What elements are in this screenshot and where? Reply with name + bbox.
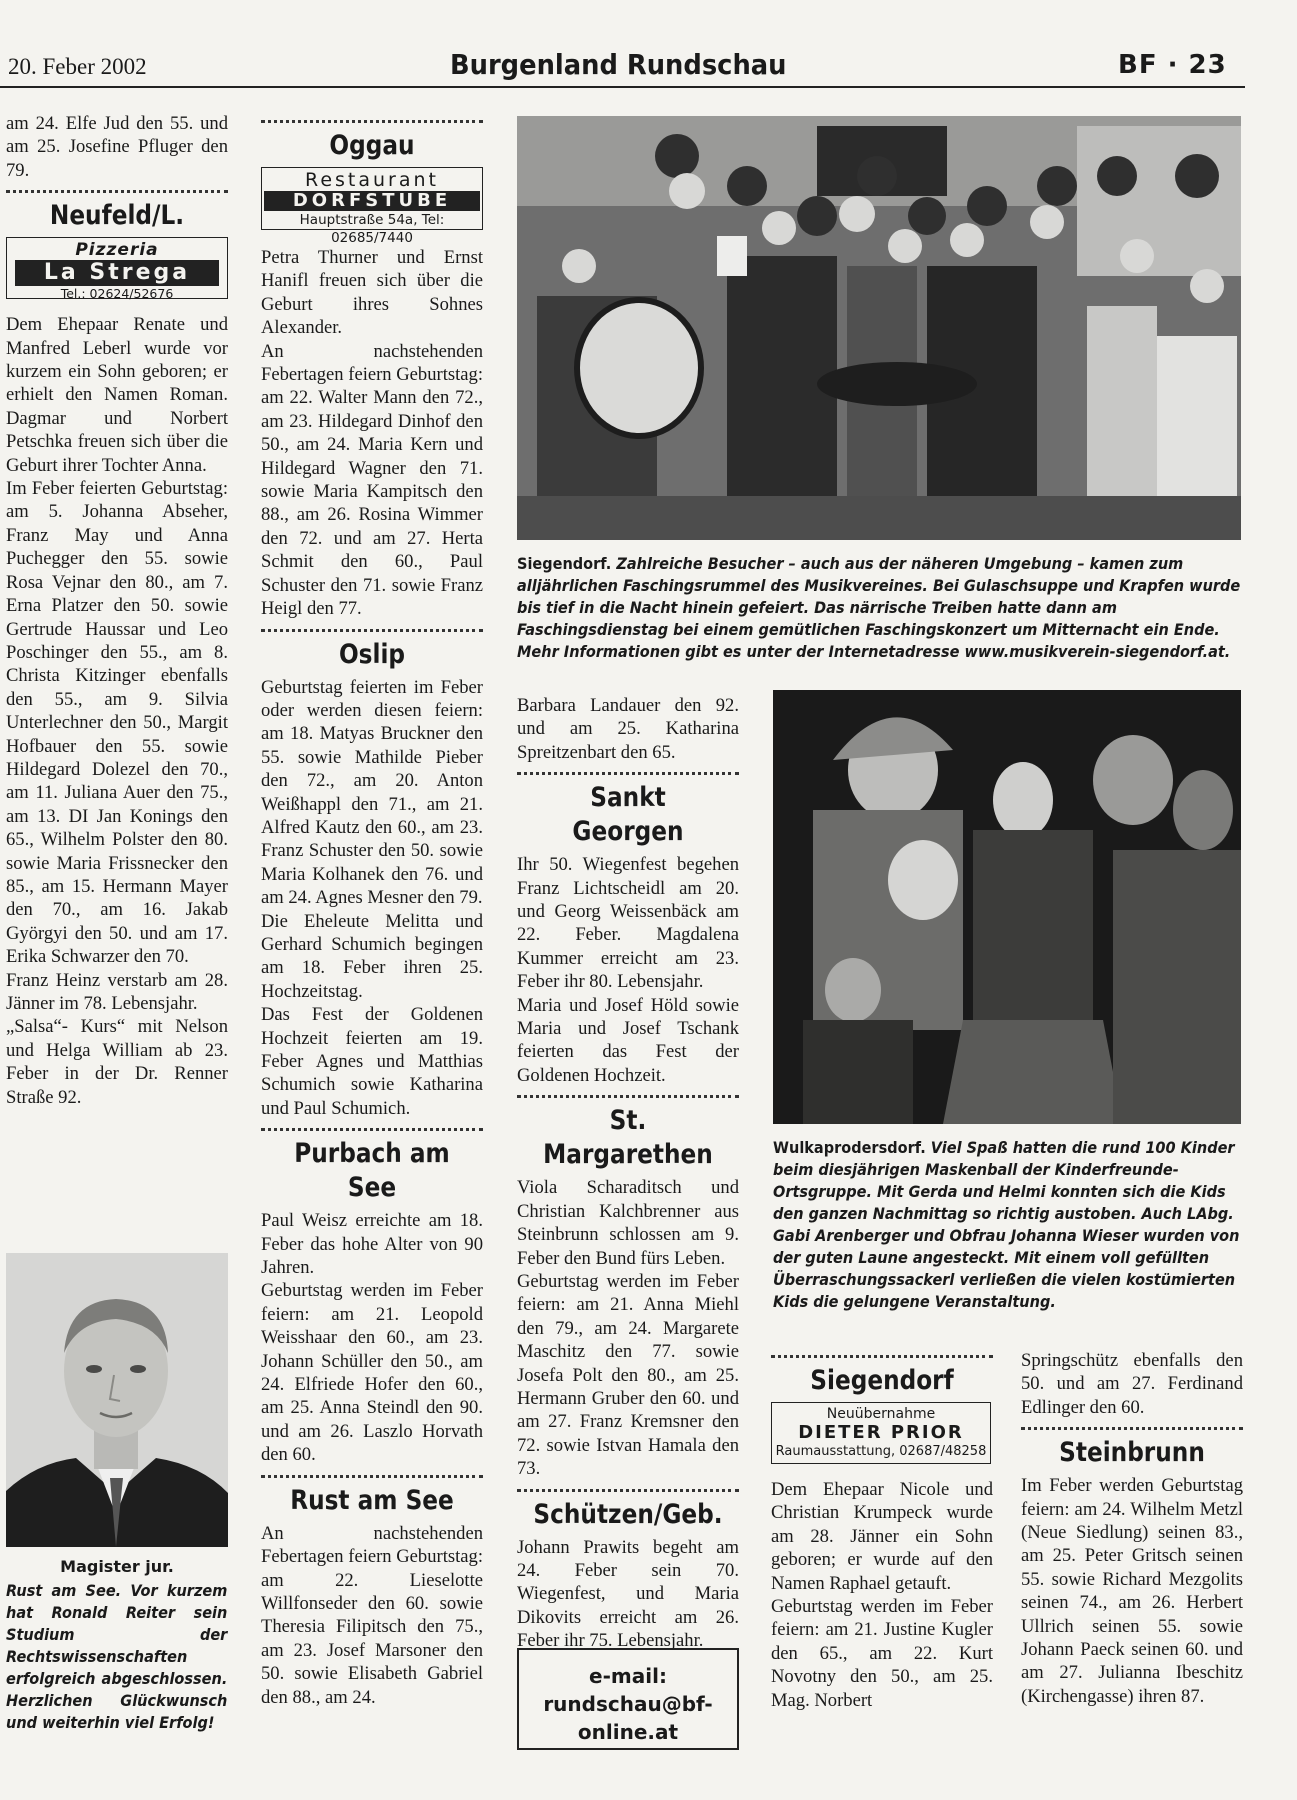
divider [261, 629, 483, 632]
divider [6, 190, 228, 193]
section-title-oggau: Oggau [329, 130, 415, 161]
ad-line: Hauptstraße 54a, Tel: 02685/7440 [299, 212, 445, 246]
paragraph: Die Eheleute Melitta und Gerhard Schumich begingen am 18. Feber ihren 25. Hochzeitstag. [261, 910, 483, 1002]
column-1 [6, 112, 228, 1109]
ad-line: La Strega [15, 260, 219, 286]
section-title-schuetzen: Schützen/Geb. [533, 1498, 723, 1530]
ad-line: Neuübernahme [826, 1406, 936, 1422]
newspaper-title: Burgenland Rundschau [450, 48, 787, 81]
divider [517, 1489, 739, 1492]
column-4 [771, 1347, 993, 1712]
photo-caption-wulkaprodersdorf [773, 1137, 1245, 1313]
ad-pizzeria [6, 237, 228, 302]
portrait-caption: Rust am See. Vor kurzem hat Ronald Reiter sein Studium der Rechtswissenschaften erfolgreich abgeschlossen. Herzlichen Glückwunsch und weiterhin viel Erfolg! [6, 1582, 228, 1732]
page-number: BF · 23 [1118, 50, 1227, 80]
maskenball-photo-image [773, 690, 1241, 1124]
paragraph: Im Feber werden Geburtstag feiern: am 24. Wilhelm Metzl (Neue Siedlung) seinen 83., am 25. Peter Gritsch seinen 55. sowie Richard Mezgolits seinen 74., am 26. Herbert Ullrich seinen 55. sowie Johann Paeck seinen 60. und am 27. Julianna Ibeschitz (Kirchengasse) ihren 87. [1021, 1475, 1243, 1707]
ad-dieter-prior [771, 1402, 991, 1464]
divider [261, 1128, 483, 1131]
paragraph: Geburtstag werden im Feber feiern: am 21. Leopold Weisshaar den 60., am 23. Johann Schüller den 50., am 24. Elfriede Hofer den 60., am 25. Anna Steindl den 90. und am 26. Laszlo Horvath den 60. [261, 1280, 483, 1466]
portrait-photo [6, 1253, 228, 1547]
article-continuation: Barbara Landauer den 92. und am 25. Katharina Spreitzenbart den 65. [517, 695, 739, 763]
section-title-steinbrunn: Steinbrunn [1059, 1437, 1205, 1469]
photo-siegendorf-band [517, 116, 1241, 540]
divider [261, 1475, 483, 1478]
paragraph: Petra Thurner und Ernst Hanifl freuen sich über die Geburt ihres Sohnes Alexander. [261, 247, 483, 339]
caption-location: Wulkaprodersdorf. [773, 1139, 926, 1157]
paragraph: Geburtstag werden im Feber feiern: am 21. Anna Miehl den 79., am 24. Margarete Maschitz den 77. sowie Josefa Polt den 80., am 25. Hermann Gruber den 60. und am 27. Franz Kremsner den 72. sowie Istvan Hamala den 73. [517, 1270, 739, 1480]
paragraph: Franz Heinz verstarb am 28. Jänner im 78. Lebensjahr. [6, 969, 228, 1014]
ad-line: DORFSTUBE [264, 191, 480, 211]
section-title-oslip: Oslip [338, 638, 406, 670]
paragraph: Im Feber feierten Geburtstag: am 5. Johanna Abseher, Franz May und Anna Puchegger den 55. sowie Rosa Vejnar den 80., am 7. Erna Platzer den 50. sowie Gertrude Haussar und Leo Poschinger den 55., am 8. Christa Kitzinger ebenfalls den 55., am 9. Silvia Unterlechner den 50., Margit Hofbauer den 55. sowie Hildegard Dolezel den 70., am 11. Juliana Auer den 75., am 13. DI Jan Konings den 65., Wilhelm Polster den 80. sowie Maria Frissnecker den 85., am 15. Hermann Mayer den 70., am 16. Jakab Györgyi den 50. und am 17. Erika Schwarzer den 70. [6, 478, 228, 968]
photo-wulkaprodersdorf-maskenball [773, 690, 1241, 1124]
paragraph: Johann Prawits begeht am 24. Feber sein 70. Wiegenfest, und Maria Dikovits erreicht am 26. Feber ihr 75. Lebensjahr. [517, 1536, 739, 1652]
section-title-purbach: Purbach am See [294, 1138, 450, 1204]
paragraph: Geburtstag feierten im Feber oder werden diesen feiern: am 18. Matyas Bruckner den 55. sowie Mathilde Pieber den 72., am 20. Anton Weißhappl den 71., am 21. Alfred Kautz den 60., am 23. Franz Schuster den 50. sowie Maria Kolhanek den 76. und am 24. Agnes Mesner den 79. [261, 676, 483, 909]
ad-line: DIETER PRIOR [798, 1422, 964, 1443]
paragraph: An nachstehenden Febertagen feiern Geburtstag: am 22. Lieselotte Willfonseder den 60. sowie Theresia Filipitsch den 75., am 23. Josef Marsoner den 50. sowie Elisabeth Gabriel den 88., am 24. [261, 1522, 483, 1708]
paragraph: Geburtstag werden im Feber feiern: am 21. Justine Kugler den 65., am 22. Kurt Novotny den 50., am 25. Mag. Norbert [771, 1596, 993, 1711]
ad-line: Pizzeria [75, 240, 159, 261]
paragraph: Dem Ehepaar Nicole und Christian Krumpeck wurde am 28. Jänner ein Sohn geboren; er wurde auf den Namen Raphael getauft. [771, 1479, 993, 1594]
section-title-sankt-georgen: Sankt Georgen [572, 782, 684, 848]
section-title-siegendorf: Siegendorf [810, 1365, 954, 1396]
caption-text: Viel Spaß hatten die rund 100 Kinder beim diesjährigen Maskenball der Kinderfreunde-Ortsgruppe. Mit Gerda und Helmi konnten sich die Kids den ganzen Nachmittag so richtig austoben. Auch LAbg. Gabi Arenberger und Obfrau Johanna Wieser wurden von der guten Laune angesteckt. Mit einem voll gefüllten Überraschungssackerl verließen die vielen kostümierten Kids die gelungene Veranstaltung. [773, 1139, 1240, 1311]
caption-location: Siegendorf. [517, 555, 612, 573]
column-3 [517, 694, 739, 1653]
section-title-st-margarethen: St. Margarethen [543, 1105, 713, 1171]
email-label: e-mail: [589, 1664, 667, 1688]
column-2 [261, 112, 483, 1709]
portrait-caption-title: Magister jur. [60, 1557, 174, 1576]
ad-line: Restaurant [304, 169, 440, 191]
issue-date: 20. Feber 2002 [8, 54, 147, 79]
paragraph: Ihr 50. Wiegenfest begehen Franz Lichtscheidl am 20. und Georg Weissenbäck am 22. Feber. Magdalena Kummer erreicht am 23. Feber ihr 80. Lebensjahr. [517, 854, 739, 993]
paragraph: Viola Scharaditsch und Christian Kalchbrenner aus Steinbrunn schlossen am 9. Feber den Bund fürs Leben. [517, 1177, 739, 1269]
section-title-rust: Rust am See [290, 1484, 454, 1516]
divider [261, 120, 483, 123]
paragraph: Das Fest der Goldenen Hochzeit feierten am 19. Feber Agnes und Matthias Schumich sowie Katharina und Paul Schumich. [261, 1004, 483, 1119]
divider [1021, 1427, 1243, 1430]
divider [771, 1355, 993, 1358]
divider [517, 772, 739, 775]
photo-caption-siegendorf [517, 553, 1242, 663]
paragraph: Dem Ehepaar Renate und Manfred Leberl wurde vor kurzem ein Sohn geboren; er erhielt den Namen Roman. Dagmar und Norbert Petschka freuen sich über die Geburt ihrer Tochter Anna. [6, 314, 228, 476]
ad-line: Tel.: 02624/52676 [60, 286, 174, 302]
caption-text: Zahlreiche Besucher – auch aus der näheren Umgebung – kamen zum alljährlichen Faschingsrummel des Musikvereines. Bei Gulaschsuppe und Krapfen wurde bis tief in die Nacht hinein gefeiert. Das närrische Treiben hatte dann am Faschingsdienstag bei einem gemütlichen Faschingskonzert um Mitternacht ein Ende. Mehr Informationen gibt es unter der Internetadresse www.musikverein-siegendorf.at. [517, 555, 1241, 661]
divider [517, 1095, 739, 1098]
ad-line: Raumausstattung, 02687/48258 [775, 1444, 987, 1459]
band-photo-image [517, 116, 1241, 540]
article-continuation: am 24. Elfe Jud den 55. und am 25. Josefine Pfluger den 79. [6, 113, 228, 181]
paragraph: Paul Weisz erreichte am 18. Feber das hohe Alter von 90 Jahren. [261, 1210, 483, 1279]
portrait-image [6, 1253, 228, 1547]
email-box [517, 1648, 739, 1750]
paragraph: „Salsa“- Kurs“ mit Nelson und Helga William ab 23. Feber in der Dr. Renner Straße 92. [6, 1016, 228, 1108]
ad-dorfstube [261, 167, 483, 246]
section-title-neufeld: Neufeld/L. [49, 200, 185, 232]
article-continuation: Springschütz ebenfalls den 50. und am 27. Ferdinand Edlinger den 60. [1021, 1350, 1243, 1418]
column-5 [1021, 1349, 1243, 1708]
email-address[interactable]: rundschau@bf-online.at [543, 1692, 713, 1744]
paragraph: Maria und Josef Höld sowie Maria und Josef Tschank feierten das Fest der Goldenen Hochzeit. [517, 994, 739, 1086]
paragraph: An nachstehenden Febertagen feiern Geburtstag: am 22. Walter Mann den 72., am 23. Hildegard Dinhof den 50., am 24. Maria Kern und Hildegard Wagner den 71. sowie Maria Kampitsch den 88., am 26. Rosina Wimmer den 72. und am 27. Herta Schmit den 60., Paul Schuster den 71. sowie Franz Heigl den 77. [261, 340, 483, 620]
header-rule [0, 86, 1245, 88]
